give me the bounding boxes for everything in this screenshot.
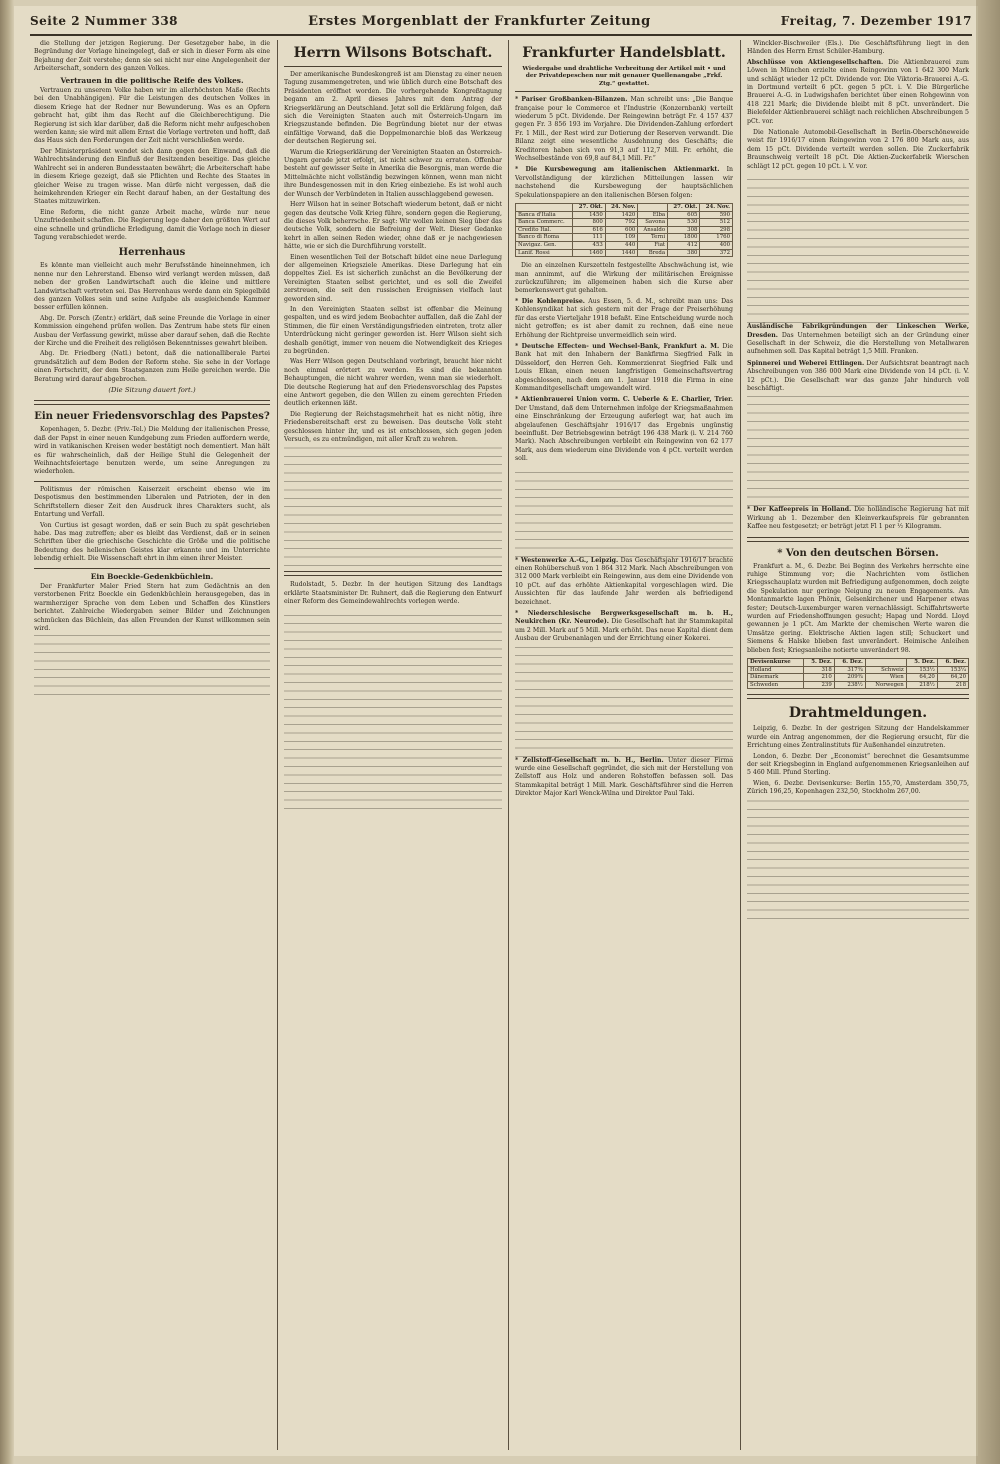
paragraph: Der amerikanische Bundeskongreß ist am Dienstag zu einer neuen Tagung zusammengetreten, und wie üblich durch eine Botschaft des Präsidenten eröffnet worden. Die vorhergehende Kongreßtagung begann am 2. April dieses Jahres mit dem Antrag der Kriegserklärung an Deutschland. Jetzt soll die Erklärung folgen, daß sich die Vereinigten Staaten auch mit Österreich-Ungarn im Kriegszustande befinden. Die Begründung bietet nur der etwas einfältige Vorwand, daß die Doppelmonarchie bloß das Werkzeug der deutschen Regierung sei. bbox=[284, 71, 502, 146]
news-item bbox=[515, 343, 733, 393]
item-text: Aus Essen, 5. d. M., schreibt man uns: Das Kohlensyndikat hat sich gestern mit der Frage der Preiserhöhung für das erste Vierteljahr 1918 befaßt. Eine Entscheidung wurde noch nicht getroffen; es ist aber damit zu rechnen, daß eine neue Erhöhung der Richtpreise unvermeidlich sein wird. bbox=[515, 297, 733, 339]
table-cell: 218 bbox=[937, 681, 968, 689]
paragraph: Vertrauen zu unserem Volke haben wir im allerhöchsten Maße (Rechts bei den Unabhängigen). Für die Leistungen des deutschen Volkes in diesem Kriege hat der Redner nur Bewunderung. Was es an Opfern gebracht hat, gibt ihm das Recht auf die Gleichberechtigung. Die Regierung ist sich klar darüber, daß die Reform nicht mehr aufgeschoben werden kann; sie wird mit allem Ernst die Vorlage vertreten und hofft, daß das Haus sich den Forderungen der Zeit nicht verschließen werde. bbox=[34, 87, 270, 145]
item-heading: Ausländische Fabrikgründungen der Linkeschen Werke, Dresden. bbox=[747, 323, 969, 339]
paragraph: Abg. Dr. Friedberg (Natl.) betont, daß die nationalliberale Partei grundsätzlich auf dem Boden der Reform stehe. Sie sehe in der Vorlage einen Fortschritt, der dem Staatsganzen zum Heile gereichen werde. Die Beratung wird darauf abgebrochen. bbox=[34, 350, 270, 383]
item-heading: * Zellstoff-Gesellschaft m. b. H., Berlin. bbox=[515, 756, 664, 764]
column-markets bbox=[747, 40, 969, 1452]
table-cell: Lanif. Rossi bbox=[516, 249, 573, 257]
table-row bbox=[748, 681, 969, 689]
paragraph: Winckler-Bischweiler (Els.). Die Geschäftsführung liegt in den Händen des Herrn Ernst Schüler-Hamburg. bbox=[747, 40, 969, 56]
item-heading: * Deutsche Effecten- und Wechsel-Bank, Frankfurt a. M. bbox=[515, 342, 720, 350]
table-cell: Banco di Roma bbox=[516, 234, 573, 242]
divider bbox=[515, 91, 733, 92]
text-lines bbox=[515, 647, 733, 757]
table-cell: 298 bbox=[700, 226, 733, 234]
divider bbox=[284, 66, 502, 67]
divider bbox=[34, 568, 270, 569]
page-edge bbox=[976, 0, 1000, 1464]
divider bbox=[747, 537, 969, 542]
item-heading: * Westenwerke A.-G., Leipzig. bbox=[515, 556, 619, 564]
table-cell: 605 bbox=[668, 211, 700, 219]
table-cell: Terni bbox=[638, 234, 668, 242]
table-cell: 1800 bbox=[668, 234, 700, 242]
table-row bbox=[516, 249, 733, 257]
paragraph: In den Vereinigten Staaten selbst ist offenbar die Meinung gespalten, und es wird jedem Beobachter auffallen, daß die Zahl der Stimmen, die für einen Verständigungsfrieden eintreten, trotz aller Unterdrückung nicht geringer geworden ist. Herr Wilson sieht sich deshalb genötigt, immer von neuem die Notwendigkeit des Krieges zu begründen. bbox=[284, 305, 502, 355]
table-cell: 238½ bbox=[834, 681, 865, 689]
divider bbox=[34, 400, 270, 405]
table-header-cell bbox=[865, 659, 906, 667]
table-header-cell: 24. Nov. bbox=[605, 204, 638, 212]
item-heading: * Die Kursbewegung am italienischen Aktienmarkt. bbox=[515, 166, 720, 174]
table-cell: 530 bbox=[668, 219, 700, 227]
table-header-cell: 6. Dez. bbox=[937, 659, 968, 667]
table-cell: 318 bbox=[803, 666, 834, 674]
table-cell: 1440 bbox=[605, 249, 638, 257]
paragraph: Leipzig, 6. Dezbr. In der gestrigen Sitzung der Handelskammer wurde ein Antrag angenommen, der die Regierung ersucht, für die Errichtung eines Zentralinstituts für Außenhandel einzutreten. bbox=[747, 725, 969, 750]
table-cell: 109 bbox=[605, 234, 638, 242]
table-cell: 453 bbox=[573, 242, 605, 250]
table-cell: Wien bbox=[865, 674, 906, 682]
paragraph: Die Regierung der Reichstagsmehrheit hat es nicht nötig, ihre Friedensbereitschaft erst zu beweisen. Das deutsche Volk steht geschlossen hinter ihr, und es ist entschlossen, sich gegen jeden Versuch, es zu entmündigen, mit aller Kraft zu wehren. bbox=[284, 410, 502, 444]
table-cell: 317¾ bbox=[834, 666, 865, 674]
exchange-rate-table bbox=[747, 658, 969, 689]
table-cell: 210 bbox=[803, 674, 834, 682]
table-cell: 372 bbox=[700, 249, 733, 257]
column-politics bbox=[34, 40, 270, 1452]
item-heading: * Pariser Großbanken-Bilanzen. bbox=[515, 96, 628, 104]
table-cell: 1760 bbox=[700, 234, 733, 242]
section-title-boersen: * Von den deutschen Börsen. bbox=[777, 547, 939, 559]
table-cell: 616 bbox=[573, 226, 605, 234]
table-cell: 440 bbox=[605, 242, 638, 250]
subheading: Vertrauen in die politische Reife des Volkes. bbox=[60, 75, 244, 85]
item-text: Der Aufsichtsrat beantragt nach Abschreibungen von 386 000 Mark eine Dividende von 14 pCt. (i. V. 12 pCt.). Die Gesellschaft war das ganze Jahr hindurch voll beschäftigt. bbox=[747, 359, 969, 392]
text-lines bbox=[747, 396, 969, 506]
table-header-cell bbox=[516, 204, 573, 212]
paragraph: Es könnte man vielleicht auch mehr Berufsstände hineinnehmen, ich nenne nur den Lehrerstand. Ebenso wird verlangt werden müssen, daß neben der großen Landwirtschaft auch die kleine und mittlere Landwirtschaft vertreten sei. Das Herrenhaus werde dann ein Spiegelbild des ganzen Volkes sein und seine Aufgabe als ausgleichende Kammer besser erfüllen können. bbox=[34, 262, 270, 312]
table-cell: Fiat bbox=[638, 242, 668, 250]
table-cell: Schweden bbox=[748, 681, 804, 689]
section-title-herrenhaus: Herrenhaus bbox=[118, 247, 186, 259]
table-cell: 380 bbox=[668, 249, 700, 257]
table-cell: Dänemark bbox=[748, 674, 804, 682]
masthead-title: Erstes Morgenblatt der Frankfurter Zeitung bbox=[308, 13, 651, 29]
column-handelsblatt bbox=[515, 40, 733, 1452]
item-heading: Spinnerei und Weberei Ettlingen. bbox=[747, 359, 865, 367]
table-cell: 239 bbox=[803, 681, 834, 689]
table-cell: Ansaldo bbox=[638, 226, 668, 234]
paragraph: die Stellung der jetzigen Regierung. Der Gesetzgeber habe, in die Begründung der Vorlage hineingelegt, daß er sich in dieser Form als eine Bejahung der Zeit verstehe; denn sie sei nicht nur eine Angelegenheit der Arbeiterschaft, sondern des ganzen Volkes. bbox=[34, 40, 270, 73]
item-heading: Abschlüsse von Aktiengesellschaften. bbox=[747, 58, 884, 66]
paragraph: Frankfurt a. M., 6. Dezbr. Bei Beginn des Verkehrs herrschte eine ruhige Stimmung vor; die Nachrichten vom östlichen Kriegsschauplatz wurden mit Befriedigung aufgenommen, doch zeigte die Spekulation nur geringe Neigung zu neuen Engagements. Am Montanmarkte lagen Phönix, Gelsenkirchener und Harpener etwas fester; Deutsch-Luxemburger waren vernachlässigt. Schiffahrtswerte wurden auf Friedenshoffnungen gesucht; Hapag und Nordd. Lloyd gewannen je 1 pCt. Am Markte der chemischen Werte waren die Umsätze gering. Elektrische Aktien lagen still; Schuckert und Siemens & Halske blieben fast unverändert. Heimische Anleihen blieben fest; Kriegsanleihe notierte unverändert 98. bbox=[747, 562, 969, 654]
item-text: Die Gesellschaft hat ihr Stammkapital um 2 Mill. Mark auf 5 Mill. Mark erhöht. Das neue Kapital dient dem Ausbau der Grubenanlagen und der Errichtung einer Kokerei. bbox=[515, 618, 733, 643]
table-cell: Savona bbox=[638, 219, 668, 227]
item-heading: * Niederschlesische Bergwerksgesellschaft m. b. H., Neukirchen (Kr. Neurode). bbox=[515, 610, 733, 626]
item-text: Die Bank hat mit den Inhabern der Bankfirma Siegfried Falk in Düsseldorf, den Herren Geh. Kommerzienrat Siegfried Falk und Louis Elkan, einen neuen langfristigen Gemeinschaftsvertrag abgeschlossen, nach dem am 1. Januar 1918 die Firma in eine Kommanditgesellschaft umgewandelt wird. bbox=[515, 342, 733, 392]
text-lines bbox=[747, 799, 969, 919]
table-header-cell: Devisenkurse bbox=[748, 659, 804, 667]
item-heading: * Der Kaffeepreis in Holland. bbox=[747, 506, 852, 514]
paragraph: Politismus der römischen Kaiserzeit erscheint ebenso wie im Despotismus den bestimmenden Liberalen und Patrioten, der in den Schriftstellern dieser Zeit den Ausdruck ihres Charakters sucht, als Entartung und Verfall. bbox=[34, 485, 270, 519]
paragraph: Der Frankfurter Maler Fried Stern hat zum Gedächtnis an den verstorbenen Fritz Boeckle ein Gedenkbüchlein herausgegeben, das in warmherziger Sprache von dem Leben und Schaffen des Künstlers berichtet. Zahlreiche Wiedergaben seiner Bilder und Zeichnungen schmücken das Büchlein, das allen Freunden der Kunst willkommen sein wird. bbox=[34, 582, 270, 632]
column-rule bbox=[277, 40, 278, 1450]
table-header-cell: 6. Dez. bbox=[834, 659, 865, 667]
news-item bbox=[747, 360, 969, 394]
page-number: Seite 2 Nummer 338 bbox=[30, 14, 179, 28]
item-text: Der Umstand, daß dem Unternehmen infolge der Kriegsmaßnahmen eine Einschränkung der Erzeugung auferlegt war, hat auch im abgelaufenen Geschäftsjahr 1916/17 das Ergebnis ungünstig beeinflußt. Der Betriebsgewinn beträgt 196 438 Mark (i. V. 214 760 Mark). Nach Abschreibungen verbleibt ein Reingewinn von 62 177 Mark, aus dem wiederum eine Dividende von 4 pCt. verteilt werden soll. bbox=[515, 404, 733, 463]
paragraph: Wien, 6. Dezbr. Devisenkurse: Berlin 155,70, Amsterdam 350,75, Zürich 196,25, Kopenhagen 232,50, Stockholm 267,00. bbox=[747, 779, 969, 796]
table-cell: 412 bbox=[668, 242, 700, 250]
table-cell: 218½ bbox=[906, 681, 937, 689]
news-item bbox=[515, 757, 733, 799]
item-text: Die holländische Regierung hat mit Wirkung ab 1. Dezember den Kleinverkaufspreis für gebrannten Kaffee neu festgesetzt; er beträgt jetzt Fl 1 per ½ Kilogramm. bbox=[747, 506, 969, 531]
table-header-row bbox=[748, 659, 969, 667]
italian-stock-table bbox=[515, 203, 733, 257]
table-cell: Banca d'Italia bbox=[516, 211, 573, 219]
table-cell: 64,20 bbox=[937, 674, 968, 682]
table-cell: 64,20 bbox=[906, 674, 937, 682]
divider bbox=[747, 694, 969, 699]
item-text: Die Aktienbrauerei zum Löwen in München erzielte einen Reingewinn von 1 642 300 Mark und schlägt wieder 12 pCt. Dividende vor. Die Viktoria-Brauerei A.-G. in Dortmund verteilt 6 pCt. gegen 5 pCt. i. V. Die Bürgerliche Brauerei A.-G. in Ludwigshafen berichtet über einen Rohgewinn von 418 221 Mark; die Dividende bleibt mit 8 pCt. unverändert. Die Bielefelder Aktienbrauerei schlägt nach reichlichen Abschreibungen 5 pCt. vor. bbox=[747, 58, 969, 125]
table-cell: Breda bbox=[638, 249, 668, 257]
paragraph: Von Curtius ist gesagt worden, daß er sein Buch zu spät geschrieben habe. Das mag zutreffen; aber es bleibt das Verdienst, daß er in seinen Schriften über die griechische Geschichte die Größe und die politische Bedeutung des hellenischen Geistes klar erkannte und im Unterrichte lebendig erhielt. Die Wissenschaft ehrt in ihm einen ihrer Meister. bbox=[34, 521, 270, 563]
table-cell: 1450 bbox=[573, 211, 605, 219]
item-heading: * Aktienbrauerei Union vorm. C. Ueberle & E. Charlier, Trier. bbox=[515, 396, 733, 404]
item-text: Das Unternehmen beteiligt sich an der Gründung einer Gesellschaft in der Schweiz, die die Herstellung von Metallwaren aufnehmen soll. Das Kapital beträgt 1,5 Mill. Franken. bbox=[747, 331, 969, 356]
paragraph: Einen wesentlichen Teil der Botschaft bildet eine neue Darlegung der allgemeinen Kriegsziele Amerikas. Diese Darlegung hat ein doppeltes Ziel. Es ist sicherlich zunächst an die Bevölkerung der Vereinigten Staaten selbst gerichtet, und es soll die Zweifel zerstreuen, die seit den russischen Ereignissen vielfach laut geworden sind. bbox=[284, 253, 502, 303]
paragraph: Eine Reform, die nicht ganze Arbeit mache, würde nur neue Unzufriedenheit schaffen. Die Regierung lege daher den größten Wert auf eine schnelle und gründliche Erledigung, damit die Vorlage noch in dieser Tagung verabschiedet werde. bbox=[34, 208, 270, 241]
running-header bbox=[30, 8, 972, 36]
news-item bbox=[515, 557, 733, 607]
section-title-handelsblatt: Frankfurter Handelsblatt. bbox=[522, 45, 726, 61]
paragraph: Herr Wilson hat in seiner Botschaft wiederum betont, daß er nicht gegen das deutsche Volk Krieg führe, sondern gegen die Regierung, die dieses Volk beherrsche. Er sagt: Wir wollen keinen Sieg über das deutsche Volk, sondern die Befreiung der Welt. Dieser Gedanke kehrt in allen seinen Reden wieder, ohne daß er je nachgewiesen hätte, wie er sich die Durchführung vorstellt. bbox=[284, 201, 502, 251]
news-item bbox=[515, 298, 733, 340]
column-wilson bbox=[284, 40, 502, 1452]
paragraph: London, 6. Dezbr. Der „Economist“ berechnet die Gesamtsumme der seit Kriegsbeginn in England aufgenommenen Kriegsanleihen auf 5 460 Mill. Pfund Sterling. bbox=[747, 752, 969, 777]
table-cell: 600 bbox=[605, 226, 638, 234]
session-note: (Die Sitzung dauert fort.) bbox=[108, 386, 196, 395]
binding-gutter bbox=[0, 0, 14, 1464]
table-cell: Banca Commerc. bbox=[516, 219, 573, 227]
issue-date: Freitag, 7. Dezember 1917 bbox=[780, 14, 972, 28]
table-row bbox=[516, 211, 733, 219]
article-title-pope: Ein neuer Friedensvorschlag des Papstes? bbox=[34, 411, 270, 423]
table-cell: 153½ bbox=[906, 666, 937, 674]
reprint-note: Wiedergabe und drahtliche Verbreitung der Artikel mit • und der Privatdepeschen nur mit genauer Quellenangabe „Frkf. Ztg.“ gestattet. bbox=[522, 65, 726, 87]
table-row bbox=[748, 666, 969, 674]
paragraph: Kopenhagen, 5. Dezbr. (Priv.-Tel.) Die Meldung der italienischen Presse, daß der Papst in einer neuen Kundgebung zum Frieden auffordern werde, wird in vatikanischen Kreisen weder bestätigt noch dementiert. Man hält es für wahrscheinlich, daß der Heilige Stuhl die Gelegenheit der Weihnachtsfeiertage benutzen werde, um seine Anregungen zu wiederholen. bbox=[34, 426, 270, 476]
table-cell: Schweiz bbox=[865, 666, 906, 674]
table-row bbox=[516, 219, 733, 227]
paragraph: Was Herr Wilson gegen Deutschland vorbringt, braucht hier nicht noch einmal erörtert zu werden. Es sind die bekannten Behauptungen, die nicht wahrer werden, wenn man sie wiederholt. Die deutsche Regierung hat auf den Friedensvorschlag des Papstes eine Antwort gegeben, die den Willen zu einem gerechten Frieden deutlich erkennen läßt. bbox=[284, 358, 502, 408]
news-item bbox=[515, 96, 733, 163]
table-cell: 590 bbox=[700, 211, 733, 219]
table-header-cell: 5. Dez. bbox=[803, 659, 834, 667]
item-text: Man schreibt uns: „Die Banque française pour le Commerce et l'Industrie (Konzernbank) verteilt wiederum 5 pCt. Dividende. Der Reingewinn beträgt Fr. 4 157 437 gegen Fr. 3 856 193 im Vorjahre. Die Dividenden-Zahlung erfordert Fr. 1 Mill., der Rest wird zur Dotierung der Reserven verwandt. Die Bilanz zeigt eine wesentliche Ausdehnung des Geschäfts; die Kreditoren haben sich von 91,3 auf 112,7 Mill. Fr. erhöht, die Wechselbestände von 69,8 auf 84,1 Mill. Fr.“ bbox=[515, 96, 733, 163]
table-header-cell: 27. Okt. bbox=[668, 204, 700, 212]
article-title-wilson: Herrn Wilsons Botschaft. bbox=[293, 45, 493, 61]
table-cell: Norwegen bbox=[865, 681, 906, 689]
table-cell: 1420 bbox=[605, 211, 638, 219]
paragraph: Warum die Kriegserklärung der Vereinigten Staaten an Österreich-Ungarn gerade jetzt erfolgt, ist nicht schwer zu erraten. Offenbar besteht auf gewisser Seite in Amerika die Besorgnis, man werde die Mittelmächte nicht vollständig bezwingen können, wenn man nicht ihre Bundesgenossen mit in den Krieg einbeziehe. Es ist wohl auch der Wunsch der Verbündeten in Italien ausschlaggebend gewesen. bbox=[284, 148, 502, 198]
text-lines bbox=[34, 635, 270, 695]
table-header-row bbox=[516, 204, 733, 212]
news-item bbox=[747, 59, 969, 126]
text-lines bbox=[515, 467, 733, 557]
text-lines bbox=[284, 446, 502, 566]
text-lines bbox=[747, 173, 969, 323]
item-text: In Vervollständigung der kürzlichen Mitteilungen lassen wir nachstehend die Kursbewegung der hauptsächlichen Spekulationspapiere an den italienischen Börsen folgen: bbox=[515, 166, 733, 199]
paragraph: Die an einzelnen Kurszetteln festgestellte Abschwächung ist, wie man annimmt, auf die Wirkung der militärischen Ereignisse zurückzuführen; im allgemeinen haben sich die Kurse aber bemerkenswert gut gehalten. bbox=[515, 262, 733, 295]
table-row bbox=[516, 242, 733, 250]
table-cell: Navigaz. Gen. bbox=[516, 242, 573, 250]
table-cell: Holland bbox=[748, 666, 804, 674]
divider bbox=[34, 481, 270, 482]
column-rule bbox=[740, 40, 741, 1450]
table-cell: 400 bbox=[700, 242, 733, 250]
news-item bbox=[515, 396, 733, 463]
section-title-drahtmeldungen: Drahtmeldungen. bbox=[788, 705, 928, 722]
divider bbox=[284, 571, 502, 576]
table-header-cell: 24. Nov. bbox=[700, 204, 733, 212]
table-cell: 800 bbox=[573, 219, 605, 227]
news-item bbox=[747, 506, 969, 531]
news-item bbox=[515, 610, 733, 644]
column-rule bbox=[508, 40, 509, 1450]
table-cell: 209¾ bbox=[834, 674, 865, 682]
table-row bbox=[516, 234, 733, 242]
paragraph: Rudolstadt, 5. Dezbr. In der heutigen Sitzung des Landtags erklärte Staatsminister Dr. Ruhnert, daß die Regierung den Entwurf einer Reform des Gemeindewahlrechts vorlegen werde. bbox=[284, 581, 502, 606]
table-cell: 153¼ bbox=[937, 666, 968, 674]
paragraph: Abg. Dr. Porsch (Zentr.) erklärt, daß seine Freunde die Vorlage in einer Kommission eingehend prüfen wollen. Das Zentrum habe stets für einen Ausbau der Verfassung gewirkt, müsse aber darauf sehen, daß die Rechte der Kirche und die Freiheit des religiösen Bekenntnisses gewahrt bleiben. bbox=[34, 314, 270, 347]
paragraph: Die Nationale Automobil-Gesellschaft in Berlin-Oberschöneweide weist für 1916/17 einen Reingewinn von 2 176 800 Mark aus, aus dem 15 pCt. Dividende verteilt werden sollen. Die Zuckerfabrik Braunschweig verteilt 18 pCt. Die Aktien-Zuckerfabrik Wierschen schlägt 12 pCt. gegen 10 pCt. i. V. vor. bbox=[747, 129, 969, 170]
table-cell: 792 bbox=[605, 219, 638, 227]
table-cell: 1460 bbox=[573, 249, 605, 257]
table-header-cell bbox=[638, 204, 668, 212]
news-item bbox=[747, 323, 969, 357]
table-cell: 111 bbox=[573, 234, 605, 242]
subheading: Ein Boeckle-Gedenkbüchlein. bbox=[90, 571, 214, 581]
table-row bbox=[516, 226, 733, 234]
news-item bbox=[515, 166, 733, 200]
table-cell: Credito Ital. bbox=[516, 226, 573, 234]
table-cell: Elba bbox=[638, 211, 668, 219]
item-heading: * Die Kohlenpreise. bbox=[515, 297, 585, 305]
table-row bbox=[748, 674, 969, 682]
table-cell: 308 bbox=[668, 226, 700, 234]
paragraph: Der Ministerpräsident wendet sich dann gegen den Einwand, daß die Wahlrechtsänderung den Einfluß der Besitzenden beseitige. Das gleiche Wahlrecht sei in anderen Bundesstaaten bewährt; die Arbeiterschaft habe in diesem Kriege gezeigt, daß sie Pflichten und Rechte des Staates in gleicher Weise zu tragen wisse. Man dürfe nicht vergessen, daß die heimkehrenden Krieger ein Recht darauf haben, an der Gestaltung des Staates mitzuwirken. bbox=[34, 147, 270, 206]
item-text: Unter dieser Firma wurde eine Gesellschaft gegründet, die sich mit der Herstellung von Zellstoff aus Holz und anderen Rohstoffen befassen soll. Das Stammkapital beträgt 1 Mill. Mark. Geschäftsführer sind die Herren Direktor Major Karl Wenck-Wilna und Direktor Paul Taki. bbox=[515, 756, 733, 798]
text-lines bbox=[284, 609, 502, 809]
table-header-cell: 5. Dez. bbox=[906, 659, 937, 667]
table-header-cell: 27. Okt. bbox=[573, 204, 605, 212]
table-cell: 512 bbox=[700, 219, 733, 227]
item-text: Das Geschäftsjahr 1916/17 brachte einen Rohüberschuß von 1 864 312 Mark. Nach Abschreibungen von 312 000 Mark verbleibt ein Reingewinn, aus dem eine Dividende von 10 pCt. auf das erhöhte Aktienkapital vorgeschlagen wird. Die Aussichten für das laufende Jahr werden als befriedigend bezeichnet. bbox=[515, 556, 733, 606]
